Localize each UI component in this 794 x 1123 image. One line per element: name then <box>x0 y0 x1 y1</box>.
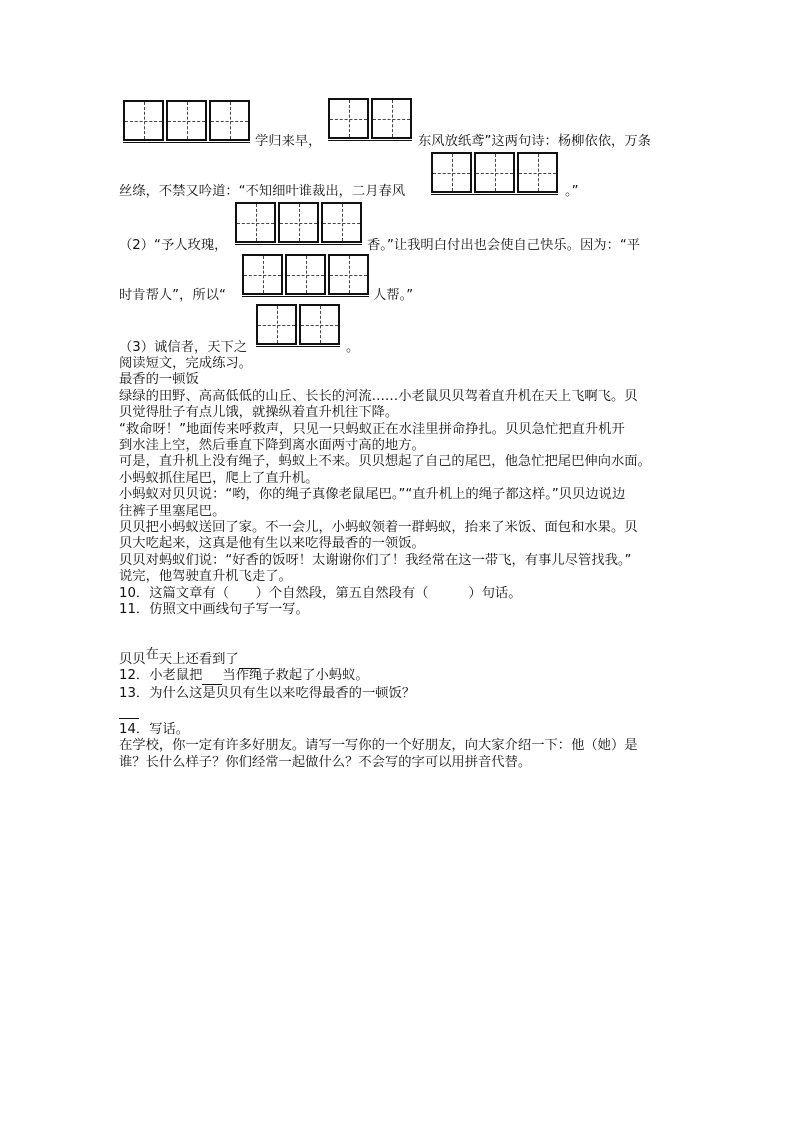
poem-line1-a: 学归来早， <box>255 134 322 149</box>
question-14 <box>119 722 679 771</box>
poem-line1-b: 东风放纸鸢”这两句诗：杨柳依依，万条 <box>418 134 651 149</box>
writing-grid-6[interactable] <box>256 304 340 347</box>
poem-line5-b: 。 <box>346 340 360 355</box>
paragraph-4-line-1: 小蚂蚁对贝贝说：“哟，你的绳子真像老鼠尾巴。”“直升机上的绳子都这样。”贝贝边说边 <box>119 487 626 503</box>
grid-cell[interactable] <box>209 100 250 141</box>
writing-grid-3[interactable] <box>431 152 558 195</box>
reading-instruction: 阅读短文，完成练习。 <box>119 356 252 371</box>
question-10: 10．这篇文章有（ ）个自然段，第五自然段有（ ）句话。 <box>119 585 522 601</box>
poem-line5-a: （3）诚信者，天下之 <box>119 340 248 355</box>
grid-cell[interactable] <box>371 98 412 139</box>
reading-section <box>119 356 679 619</box>
question-14-body-line-1: 在学校，你一定有许多好朋友。请写一写你的一个好朋友，向大家介绍一下：他（她）是 <box>119 738 638 754</box>
grid-cell[interactable] <box>328 254 369 295</box>
poem-line4-b: 人帮。” <box>373 288 414 303</box>
question-11: 11．仿照文中画线句子写一写。 <box>119 602 309 618</box>
grid-cell[interactable] <box>517 152 558 193</box>
question-13: 13．为什么这是贝贝有生以来吃得最香的一顿饭？ <box>119 686 416 701</box>
question-14-body-line-2: 谁？长什么样子？你们经常一起做什么？不会写的字可以用拼音代替。 <box>119 754 532 770</box>
reading-title: 最香的一顿饭 <box>119 372 199 388</box>
q12-text-b: 当作绳子救起了小蚂蚁。 <box>222 668 369 683</box>
question-12 <box>119 668 369 685</box>
grid-cell[interactable] <box>431 152 472 193</box>
grid-cell[interactable] <box>256 304 297 345</box>
poem-line2-a: 丝绦，不禁又吟道：“不知细叶谁裁出，二月春风 <box>119 184 406 199</box>
grid-cell[interactable] <box>242 254 283 295</box>
paragraph-3-line-1: 可是，直升机上没有绳子，蚂蚁上不来。贝贝想起了自己的尾巴，他急忙把尾巴伸向水面。 <box>119 454 651 470</box>
poem-line3-b: 香。”让我明白付出也会使自己快乐。因为：“平 <box>367 238 641 253</box>
grid-cell[interactable] <box>166 100 207 141</box>
paragraph-6-line-1: 贝贝对蚂蚁们说：“好香的饭呀！太谢谢你们了！我经常在这一带飞，有事儿尽管找我。” <box>119 552 632 568</box>
q13-answer-blank[interactable] <box>119 702 139 719</box>
writing-grid-5[interactable] <box>242 254 369 297</box>
grid-cell[interactable] <box>321 202 362 243</box>
paragraph-2-line-1: “救命呀！”地面传来呼救声，只见一只蚂蚁正在水洼里拼命挣扎。贝贝急忙把直升机开 <box>119 421 625 437</box>
paragraph-2-line-2: 到水洼上空，然后垂直下降到离水面两寸高的地方。 <box>119 438 425 454</box>
q12-blank[interactable] <box>202 668 222 685</box>
q11-prefix: 贝贝 <box>119 652 146 667</box>
question-14-title: 14．写话。 <box>119 722 190 737</box>
poem-line2-b: 。” <box>565 184 579 199</box>
q12-text-a: 12．小老鼠把 <box>119 668 203 683</box>
poem-line3-a: （2）“予人玫瑰， <box>119 238 228 253</box>
paragraph-1-line-2: 贝觉得肚子有点儿饿，就操纵着直升机往下降。 <box>119 405 399 421</box>
paragraph-5-line-2: 贝大吃起来，这真是他有生以来吃得最香的一领饭。 <box>119 536 425 552</box>
question-11-answer <box>119 647 259 669</box>
paragraph-1-line-1: 绿绿的田野、高高低低的山丘、长长的河流……小老鼠贝贝驾着直升机在天上飞啊飞。贝 <box>119 388 638 404</box>
q11-blank[interactable] <box>239 652 259 669</box>
paragraph-6-line-2: 说完，他驾驶直升机飞走了。 <box>119 569 292 585</box>
q11-rest: 天上还看到了 <box>158 652 239 667</box>
poem-line4-a: 时肯帮人”，所以“ <box>119 288 226 303</box>
grid-cell[interactable] <box>299 304 340 345</box>
grid-cell[interactable] <box>474 152 515 193</box>
grid-cell[interactable] <box>278 202 319 243</box>
q11-superscript: 在 <box>145 647 159 662</box>
writing-grid-4[interactable] <box>235 202 362 245</box>
writing-grid-2[interactable] <box>328 98 412 141</box>
writing-grid-1[interactable] <box>123 100 250 143</box>
paragraph-5-line-1: 贝贝把小蚂蚁送回了家。不一会儿，小蚂蚁领着一群蚂蚁，抬来了米饭、面包和水果。贝 <box>119 520 638 536</box>
paragraph-3-line-2: 小蚂蚁抓住尾巴，爬上了直升机。 <box>119 470 319 486</box>
grid-cell[interactable] <box>285 254 326 295</box>
paragraph-4-line-2: 往裤子里塞尾巴。 <box>119 503 226 519</box>
grid-cell[interactable] <box>123 100 164 141</box>
grid-cell[interactable] <box>328 98 369 139</box>
grid-cell[interactable] <box>235 202 276 243</box>
